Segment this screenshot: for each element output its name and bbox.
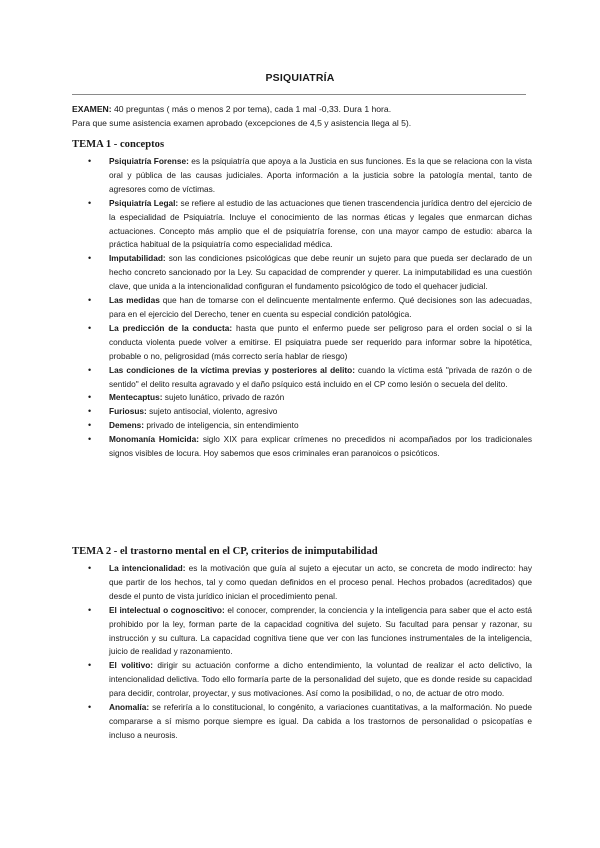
list-item: • El intelectual o cognoscitivo: el conocer, comprender, la conciencia y la inteligencia para saber que el acto está prohibido por la ley, forman parte de la capacidad cognitiva del sujeto. Su facultad para pensar y razonar, su instrucción y su cultura. La capacidad cognitiva tiene que ver con las funciones instrumentales de la inteligencia, juicio de realidad y razonamiento.: [109, 604, 532, 660]
page-title: PSIQUIATRÍA: [265, 72, 335, 84]
title-divider: [72, 94, 526, 95]
exam-line-1-text: 40 preguntas ( más o menos 2 por tema), cada 1 mal -0,33. Dura 1 hora.: [111, 104, 392, 114]
list-item: • Imputabilidad: son las condiciones psicológicas que debe reunir un sujeto para que pueda ser declarado de un hecho concreto sancionado por la Ley. Su capacidad de comprender y querer. La inimputabilidad es una cuestión clave, que unida a la intencionalidad configuran el fundamento psicológico de todo el quehacer judicial.: [109, 252, 532, 294]
tema1-list: [72, 155, 532, 461]
tema2-list: [72, 562, 532, 743]
list-item: • Furiosus: sujeto antisocial, violento, agresivo: [109, 405, 532, 419]
tema2-heading: TEMA 2 - el trastorno mental en el CP, criterios de inimputabilidad: [72, 546, 378, 557]
list-item: • Demens: privado de inteligencia, sin entendimiento: [109, 419, 532, 433]
list-item: • La intencionalidad: es la motivación que guía al sujeto a ejecutar un acto, se concreta de modo indirecto: hay que partir de los hechos, tal y como quedan definidos en el proceso penal. Hechos probados (acreditados) que desde el punto de vista jurídico inician el procedimiento penal.: [109, 562, 532, 604]
exam-line-2: Para que sume asistencia examen aprobado (excepciones de 4,5 y asistencia llega al 5).: [72, 118, 412, 128]
list-item: • El volitivo: dirigir su actuación conforme a dicho entendimiento, la voluntad de realizar el acto delictivo, la intencionalidad delictiva. Todo ello formaría parte de la personalidad del sujeto, que es donde reside su capacidad para decidir, controlar, proyectar, y sus motivaciones. Así como la posibilidad, o no, de actuar de otro modo.: [109, 659, 532, 701]
exam-info: [72, 102, 530, 130]
list-item: • Psiquiatría Forense: es la psiquiatría que apoya a la Justicia en sus funciones. Es la que se relaciona con la vista oral y pública de las causas judiciales. Aporta información a la justicia sobre la patología mental, tanto de agresores como de víctimas.: [109, 155, 532, 197]
list-item: • La predicción de la conducta: hasta que punto el enfermo puede ser peligroso para el orden social o si la conducta violenta puede volver a emitirse. El psiquiatra puede ser requerido para informar sobre la hipotética, probable o no, peligrosidad (más correcto sería hablar de riesgo): [109, 322, 532, 364]
list-item: • Monomanía Homicida: siglo XIX para explicar crímenes no precedidos ni acompañados por los tradicionales signos visibles de locura. Hoy sabemos que esos criminales eran paranoicos o psicóticos.: [109, 433, 532, 461]
exam-line-1: [72, 102, 530, 116]
exam-label: EXAMEN:: [72, 104, 112, 114]
list-item: • Las medidas que han de tomarse con el delincuente mentalmente enfermo. Qué decisiones son las adecuadas, para en el ejercicio del Derecho, tener en cuenta su especial condición patológica.: [109, 294, 532, 322]
tema1-heading: TEMA 1 - conceptos: [72, 139, 165, 150]
list-item: • Anomalía: se referiría a lo constitucional, lo congénito, a variaciones cuantitativas, a la malformación. No puede compararse a sí mismo porque siempre es igual. Da cabida a los trastornos de personalidad o psicopatías e incluso a neurosis.: [109, 701, 532, 743]
list-item: • Mentecaptus: sujeto lunático, privado de razón: [109, 391, 532, 405]
list-item: • Las condiciones de la víctima previas y posteriores al delito: cuando la víctima está "privada de razón o de sentido" el delito resulta agravado y el daño psíquico está incluido en el CP como lesión o secuela del delito.: [109, 364, 532, 392]
list-item: • Psiquiatría Legal: se refiere al estudio de las actuaciones que tienen trascendencia jurídica dentro del ejercicio de la especialidad de Psiquiatría. Incluye el conocimiento de las normas éticas y legales que enmarcan dichas actuaciones. Concepto más amplio que el de psiquiatría forense, con una mayor campo de estudio: abarca la práctica habitual de la psiquiatría como especialidad médica.: [109, 197, 532, 253]
